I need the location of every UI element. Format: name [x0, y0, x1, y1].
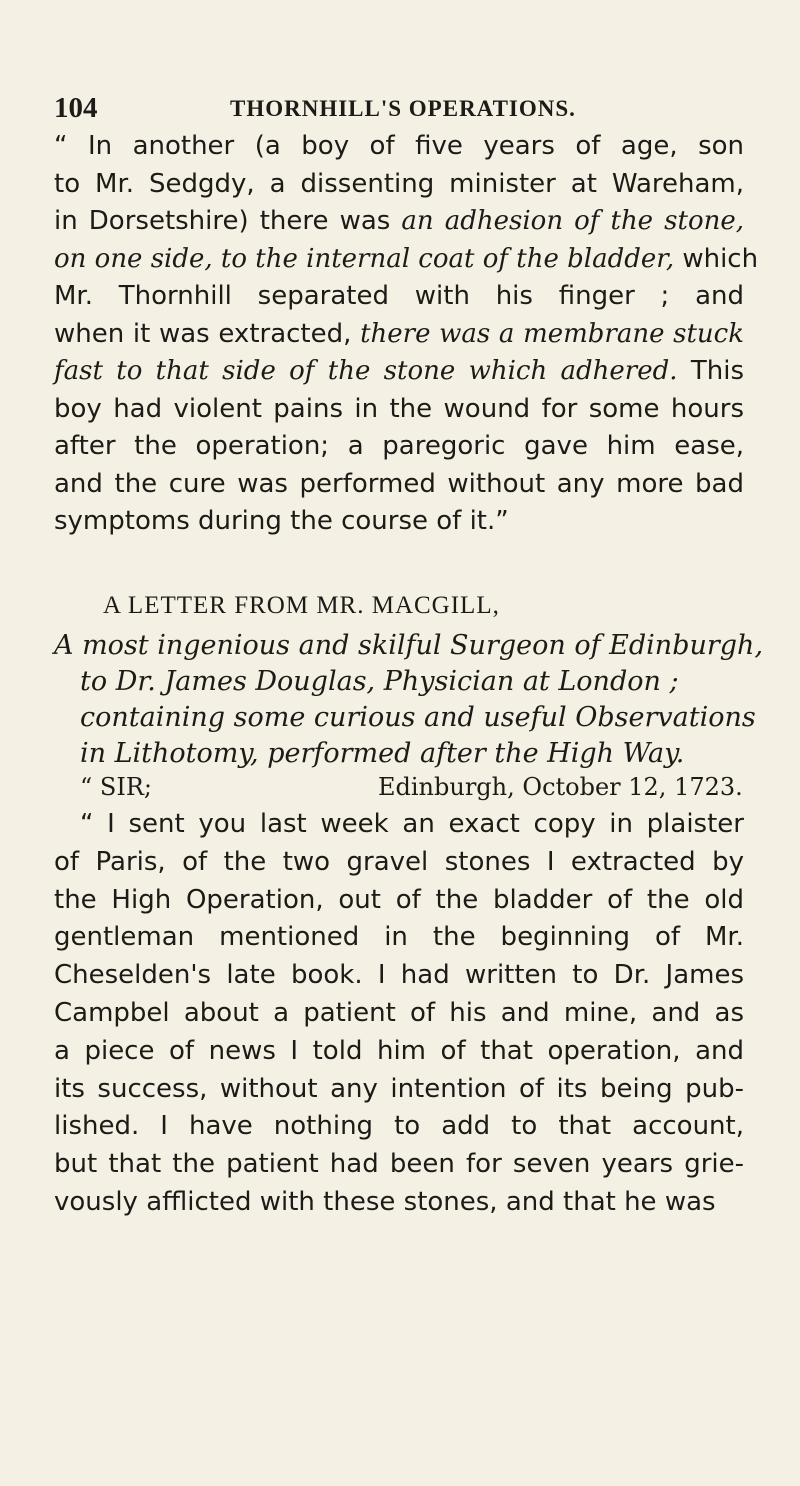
text-line [54, 1073, 744, 1105]
text-run: gentleman mentioned in the beginning of Mr. [54, 922, 744, 953]
text-line [54, 921, 744, 953]
text-line [54, 430, 744, 462]
text-run: to Mr. Sedgdy, a dissenting minister at Wareham, [54, 168, 744, 199]
text-run: its success, without any intention of its being pub- [54, 1073, 744, 1104]
text-line [54, 997, 744, 1029]
text-run: “ In another (a boy of five years of age, son [54, 131, 744, 161]
subtitle-line: containing some curious and useful Observations [80, 702, 756, 733]
text-run: symptoms during the course of it.” [54, 506, 509, 536]
text-line [54, 243, 759, 275]
text-run: Campbel about a patient of his and mine, and as [54, 998, 744, 1028]
italic-text: there was a membrane stuck [360, 318, 744, 349]
dateline: Edinburgh, October 12, 1723. [378, 773, 743, 801]
text-line [54, 846, 744, 878]
text-run: and the cure was performed without any more bad [54, 468, 744, 499]
text-run: which [674, 243, 759, 274]
letter-heading: A LETTER FROM MR. MACGILL, [103, 592, 500, 619]
text-run: but that the patient had been for seven years grie- [54, 1149, 744, 1180]
text-line [54, 1148, 744, 1180]
text-line [54, 468, 744, 500]
text-line [54, 355, 744, 387]
text-line [54, 393, 744, 425]
text-run: in Dorsetshire) there was [54, 206, 402, 236]
text-run: a piece of news I told him of that operation, and [54, 1035, 744, 1066]
text-line [54, 318, 744, 350]
text-run: vously afflicted with these stones, and that he was [54, 1187, 716, 1217]
text-line [54, 280, 744, 312]
text-run: of Paris, of the two gravel stones I extracted by [54, 846, 744, 877]
text-run: after the operation; a paregoric gave him ease, [54, 431, 744, 461]
subtitle-line: in Lithotomy, performed after the High Way. [80, 738, 685, 769]
text-line [54, 1110, 744, 1142]
italic-text: on one side, to the internal coat of the bladder, [54, 243, 675, 274]
italic-text: fast to that side of the stone which adhered. [54, 356, 678, 386]
text-run: Mr. Thornhill separated with his finger ; and [54, 281, 744, 311]
page-number: 104 [54, 92, 98, 124]
text-run: the High Operation, out of the bladder of the old [54, 884, 744, 915]
text-run: This [677, 356, 744, 386]
text-run: when it was extracted, [54, 318, 361, 349]
running-head [54, 92, 754, 132]
text-line [54, 884, 744, 916]
text-run: “ I sent you last week an exact copy in plaister [80, 809, 744, 839]
subtitle-line: to Dr. James Douglas, Physician at London ; [80, 666, 679, 697]
text-line [54, 959, 744, 991]
text-line [54, 168, 744, 200]
running-title: THORNHILL'S OPERATIONS. [230, 96, 576, 121]
salutation: “ SIR; [80, 773, 152, 801]
text-line [54, 1186, 744, 1218]
text-line [54, 130, 744, 162]
subtitle-line: A most ingenious and skilful Surgeon of Edinburgh, [54, 630, 764, 661]
text-run: boy had violent pains in the wound for some hours [54, 393, 744, 424]
text-line [54, 205, 744, 237]
italic-text: an adhesion of the stone, [401, 206, 744, 236]
text-line [80, 808, 744, 840]
text-line [54, 505, 744, 537]
text-run: lished. I have nothing to add to that account, [54, 1111, 744, 1142]
text-line [54, 1035, 744, 1067]
text-run: Cheselden's late book. I had written to Dr. James [54, 960, 744, 991]
